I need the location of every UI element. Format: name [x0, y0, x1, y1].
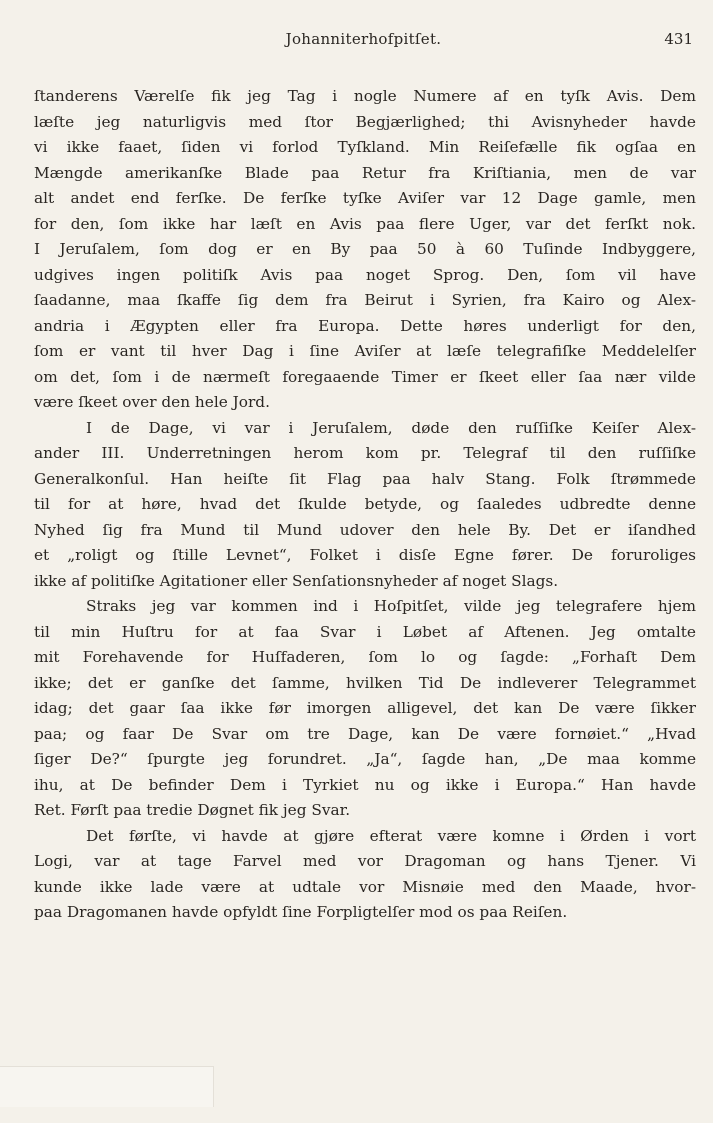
text-line: Mængde amerikanſke Blade paa Retur fra Kriſtiania, men de var [34, 163, 696, 182]
text-line: ikke af politiſke Agitationer eller Senſationsnyheder af noget Slags. [34, 571, 559, 590]
text-line: til for at høre, hvad det ſkulde betyde, og ſaaledes udbredte denne [34, 495, 696, 513]
text-line: Generalkonſul. Han heiſte ſit Flag paa halv Stang. Folk ſtrømmede [34, 469, 696, 488]
text-line: Ret. Førſt paa tredie Døgnet fik jeg Svar. [34, 801, 351, 819]
running-title: Johanniterhofpitſet. [285, 30, 442, 48]
text-line: ihu, at De befinder Dem i Tyrkiet nu og ikke i Europa.“ Han havde [34, 775, 696, 794]
text-line: idag; det gaar ſaa ikke før imorgen alligevel, det kan De være ſikker [34, 699, 696, 717]
text-line: mit Forehavende for Huſfaderen, ſom lo og ſagde: „Forhaſt Dem [34, 648, 696, 666]
paragraph-start-line: I de Dage, vi var i Jeruſalem, døde den ruſſiſke Keiſer Alex- [86, 418, 696, 437]
body-text [34, 84, 696, 926]
text-line: Logi, var at tage Farvel med vor Dragoman og hans Tjener. Vi [34, 852, 696, 870]
text-line: vi ikke faaet, ſiden vi forlod Tyſkland. Min Reiſefælle fik ogſaa en [34, 138, 696, 156]
text-line: ikke; det er ganſke det ſamme, hvilken Tid De indleverer Telegrammet [34, 673, 696, 692]
text-line: læſte jeg naturligvis med ſtor Begjærlighed; thi Avisnyheder havde [34, 112, 696, 131]
text-line: ſtanderens Værelſe fik jeg Tag i nogle Numere af en tyſk Avis. Dem [34, 87, 696, 105]
text-line: Nyhed ſig fra Mund til Mund udover den hele By. Det er iſandhed [34, 520, 696, 539]
text-line: alt andet end ferſke. De ferſke tyſke Aviſer var 12 Dage gamle, men [34, 189, 696, 207]
text-line: være ſkeet over den hele Jord. [34, 393, 270, 411]
text-line: ſaadanne, maa ſkaffe ſig dem fra Beirut i Syrien, fra Kairo og Alex- [34, 291, 696, 309]
scan-footer-patch [0, 1066, 214, 1107]
text-line: I Jeruſalem, ſom dog er en By paa 50 à 60 Tuſinde Indbyggere, [34, 240, 696, 258]
text-line: paa; og faar De Svar om tre Dage, kan De være fornøiet.“ „Hvad [34, 724, 696, 743]
text-line: ander III. Underretningen herom kom pr. Telegraf til den ruſſiſke [34, 444, 696, 462]
text-line: et „roligt og ſtille Levnet“, Folket i disſe Egne fører. De foruroliges [34, 546, 696, 564]
page-number: 431 [664, 30, 693, 48]
text-line: ſiger De?“ ſpurgte jeg forundret. „Ja“, ſagde han, „De maa komme [34, 750, 696, 768]
page-header [34, 30, 693, 54]
text-line: andria i Ægypten eller fra Europa. Dette høres underligt for den, [34, 316, 696, 335]
text-line: for den, ſom ikke har læſt en Avis paa flere Uger, var det ferſkt nok. [34, 214, 696, 233]
text-line: udgives ingen politiſk Avis paa noget Sprog. Den, ſom vil have [34, 265, 696, 284]
text-line: om det, ſom i de nærmeſt foregaaende Timer er ſkeet eller ſaa nær vilde [34, 367, 696, 386]
text-line: kunde ikke lade være at udtale vor Misnøie med den Maade, hvor- [34, 877, 696, 896]
paragraph-start-line: Det førſte, vi havde at gjøre efterat være komne i Ørden i vort [86, 826, 696, 845]
text-line: til min Huſtru for at faa Svar i Løbet af Aftenen. Jeg omtalte [34, 622, 696, 641]
text-line: paa Dragomanen havde opfyldt ſine Forpligtelſer mod os paa Reiſen. [34, 903, 568, 921]
text-line: ſom er vant til hver Dag i ſine Aviſer at læſe telegrafiſke Meddelelſer [34, 342, 696, 360]
paragraph-start-line: Straks jeg var kommen ind i Hoſpitſet, vilde jeg telegrafere hjem [86, 597, 696, 615]
